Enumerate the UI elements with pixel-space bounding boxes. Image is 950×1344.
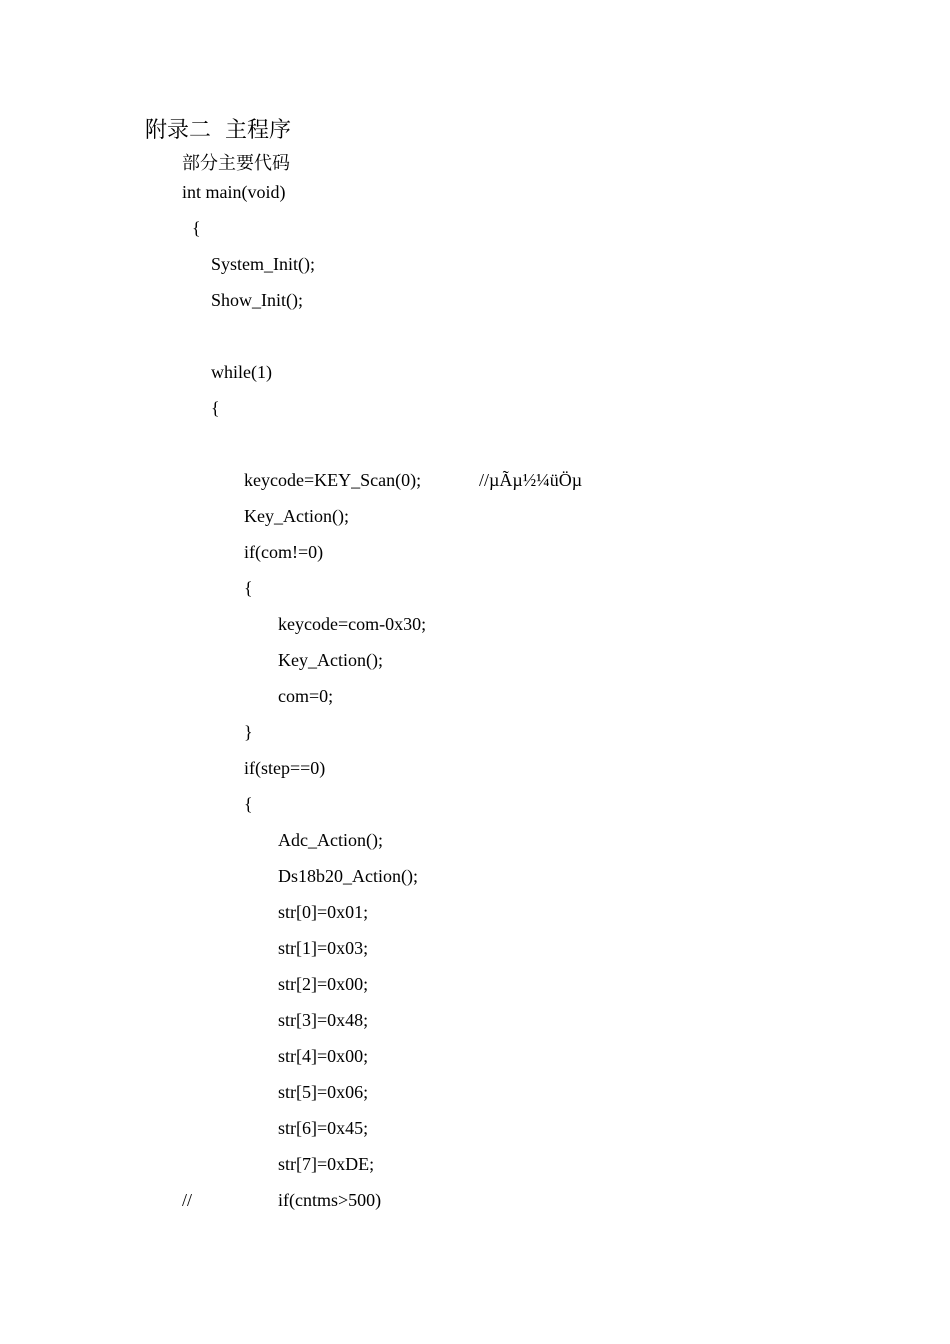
code-line: str[0]=0x01; [278,902,369,922]
code-line: Adc_Action(); [278,830,383,850]
code-line: { [244,578,253,598]
code-line: { [211,398,220,418]
code-line: keycode=com-0x30; [278,614,427,634]
code-line: str[2]=0x00; [278,974,369,994]
code-line: keycode=KEY_Scan(0); [244,470,422,490]
code-line: str[5]=0x06; [278,1082,369,1102]
inline-comment: //µÃµ½¼üÖµ [479,470,583,490]
code-line: com=0; [278,686,334,706]
commented-out-marker: // [182,1190,193,1210]
code-line: if(step==0) [244,758,326,778]
code-line: str[6]=0x45; [278,1118,369,1138]
code-line: { [244,794,253,814]
code-line: str[3]=0x48; [278,1010,369,1030]
code-line: while(1) [211,362,272,382]
code-line: str[7]=0xDE; [278,1154,375,1174]
code-line: str[4]=0x00; [278,1046,369,1066]
code-line: if(cntms>500) [278,1190,382,1210]
code-line: Ds18b20_Action(); [278,866,418,886]
code-line: Show_Init(); [211,290,303,310]
code-line: int main(void) [182,182,286,202]
appendix-heading: 附录二 主程序 [145,118,291,143]
code-line: Key_Action(); [244,506,349,526]
code-line: Key_Action(); [278,650,383,670]
code-line: if(com!=0) [244,542,324,562]
code-subheading: 部分主要代码 [182,153,290,174]
code-line: str[1]=0x03; [278,938,369,958]
code-line: } [244,722,253,742]
code-line: System_Init(); [211,254,315,274]
code-line: { [192,218,201,238]
